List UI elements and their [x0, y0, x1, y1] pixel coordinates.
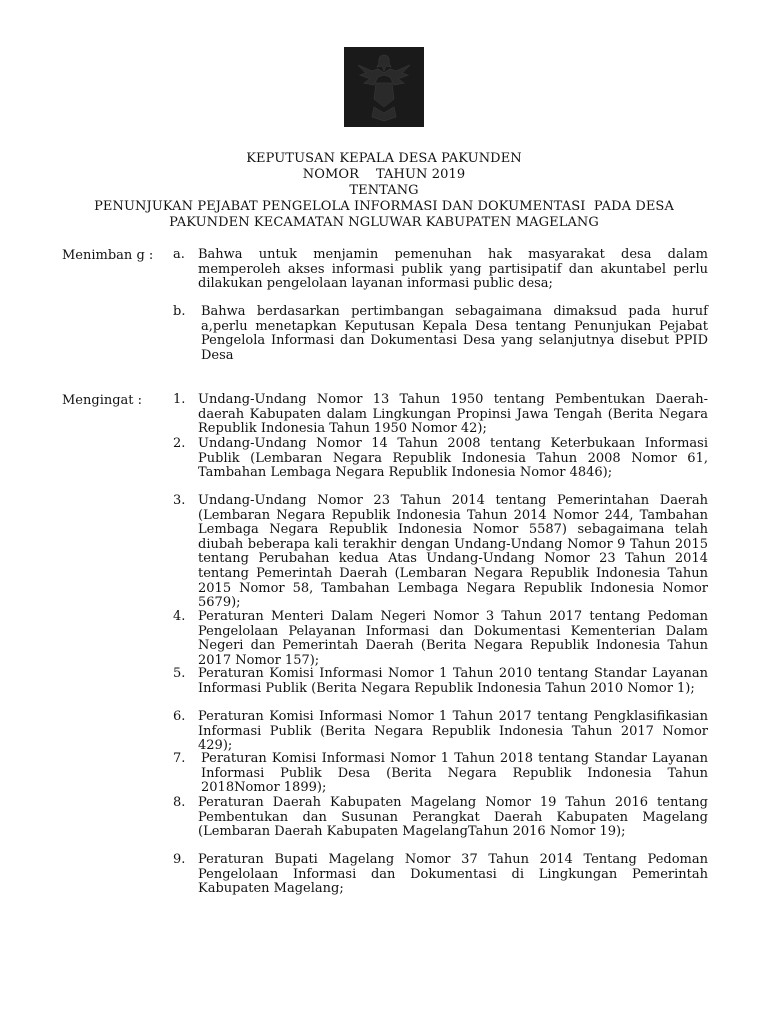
menimbang-item-a [173, 248, 708, 292]
decree-title: KEPUTUSAN KEPALA DESA PAKUNDEN [246, 151, 522, 166]
item-text: Peraturan Komisi Informasi Nomor 1 Tahun 2018 tentang Standar Layanan Informasi Publik Desa (Berita Negara Republik Indonesia Tahun 2018Nomor 1899); [201, 751, 708, 796]
mengingat-item-2 [173, 437, 708, 495]
mengingat-label: Mengingat : [62, 393, 143, 408]
item-number: 8. [173, 795, 186, 810]
item-number: 3. [173, 493, 186, 508]
mengingat-item-6 [173, 710, 708, 754]
item-number: 7. [173, 751, 186, 766]
mengingat-item-1 [173, 393, 708, 437]
item-text: Undang-Undang Nomor 23 Tahun 2014 tentang Pemerintahan Daerah (Lembaran Negara Republik Indonesia Tahun 2014 Nomor 244, Tambahan Lembaga Negara Republik Indonesia Nomor 5587) sebagaimana telah diubah beberapa kali terakhir dengan Undang-Undang Nomor 9 Tahun 2015 tentang Perubahan kedua Atas Undang-Undang Nomor 23 Tahun 2014 tentang Pemerintah Daerah (Lembaran Negara Republik Indonesia Tahun 2015 Nomor 58, Tambahan Lembaga Negara Republik Indonesia Nomor 5679); [198, 493, 708, 611]
item-number: 1. [173, 392, 186, 407]
mengingat-item-7 [173, 752, 708, 796]
menimbang-label: Menimban g : [62, 248, 154, 263]
item-number: 4. [173, 609, 186, 624]
item-text: Peraturan Menteri Dalam Negeri Nomor 3 Tahun 2017 tentang Pedoman Pengelolaan Pelayanan Informasi dan Dokumentasi Kementerian Dalam Negeri dan Pemerintah Daerah (Berita Negara Republik Indonesia Tahun 2017 Nomor 157); [198, 609, 708, 668]
menimbang-item-b [173, 305, 708, 365]
decree-subject-line-1: PENUNJUKAN PEJABAT PENGELOLA INFORMASI DAN DOKUMENTASI PADA DESA [94, 199, 674, 214]
mengingat-item-5 [173, 667, 708, 711]
item-text: Peraturan Daerah Kabupaten Magelang Nomor 19 Tahun 2016 tentang Pembentukan dan Susunan Perangkat Daerah Kabupaten Magelang (Lembaran Daerah Kabupaten MagelangTahun 2016 Nomor 19); [198, 795, 708, 840]
item-number: 9. [173, 852, 186, 867]
mengingat-item-9 [173, 853, 708, 897]
garuda-emblem-shape [344, 47, 424, 127]
item-number: 6. [173, 709, 186, 724]
item-number: 5. [173, 666, 186, 681]
item-text: Peraturan Komisi Informasi Nomor 1 Tahun 2017 tentang Pengklasifikasian Informasi Publik (Berita Negara Republik Indonesia Tahun 2017 Nomor 429); [198, 709, 708, 754]
item-text: Peraturan Bupati Magelang Nomor 37 Tahun 2014 Tentang Pedoman Pengelolaan Informasi dan Dokumentasi di Lingkungan Pemerintah Kabupaten Magelang; [198, 852, 708, 897]
decree-subject-line-2: PAKUNDEN KECAMATAN NGLUWAR KABUPATEN MAGELANG [169, 215, 599, 230]
mengingat-item-3 [173, 494, 708, 610]
decree-number: NOMOR TAHUN 2019 [302, 167, 466, 182]
mengingat-item-8 [173, 796, 708, 854]
item-text: Bahwa untuk menjamin pemenuhan hak masyarakat desa dalam memperoleh akses informasi publik yang partisipatif dan akuntabel perlu dilakukan pengelolaan layanan informasi public desa; [198, 247, 708, 292]
item-number: a. [173, 247, 185, 262]
mengingat-item-4 [173, 610, 708, 668]
garuda-emblem-icon [344, 47, 424, 127]
item-text: Peraturan Komisi Informasi Nomor 1 Tahun 2010 tentang Standar Layanan Informasi Publik (Berita Negara Republik Indonesia Tahun 2010 Nomor 1); [198, 666, 708, 696]
item-text: Bahwa berdasarkan pertimbangan sebagaimana dimaksud pada huruf a,perlu menetapkan Keputusan Kepala Desa tentang Penunjukan Pejabat Pengelola Informasi dan Dokumentasi Desa yang selanjutnya disebut PPID Desa [201, 304, 708, 363]
item-number: 2. [173, 436, 186, 451]
item-text: Undang-Undang Nomor 13 Tahun 1950 tentang Pembentukan Daerah-daerah Kabupaten dalam Lingkungan Propinsi Jawa Tengah (Berita Negara Republik Indonesia Tahun 1950 Nomor 42); [198, 392, 708, 437]
document-header [0, 151, 768, 231]
item-text: Undang-Undang Nomor 14 Tahun 2008 tentang Keterbukaan Informasi Publik (Lembaran Negara Republik Indonesia Tahun 2008 Nomor 61, Tambahan Lembaga Negara Republik Indonesia Nomor 4846); [198, 436, 708, 481]
decree-tentang: TENTANG [349, 183, 419, 198]
item-number: b. [173, 304, 186, 319]
